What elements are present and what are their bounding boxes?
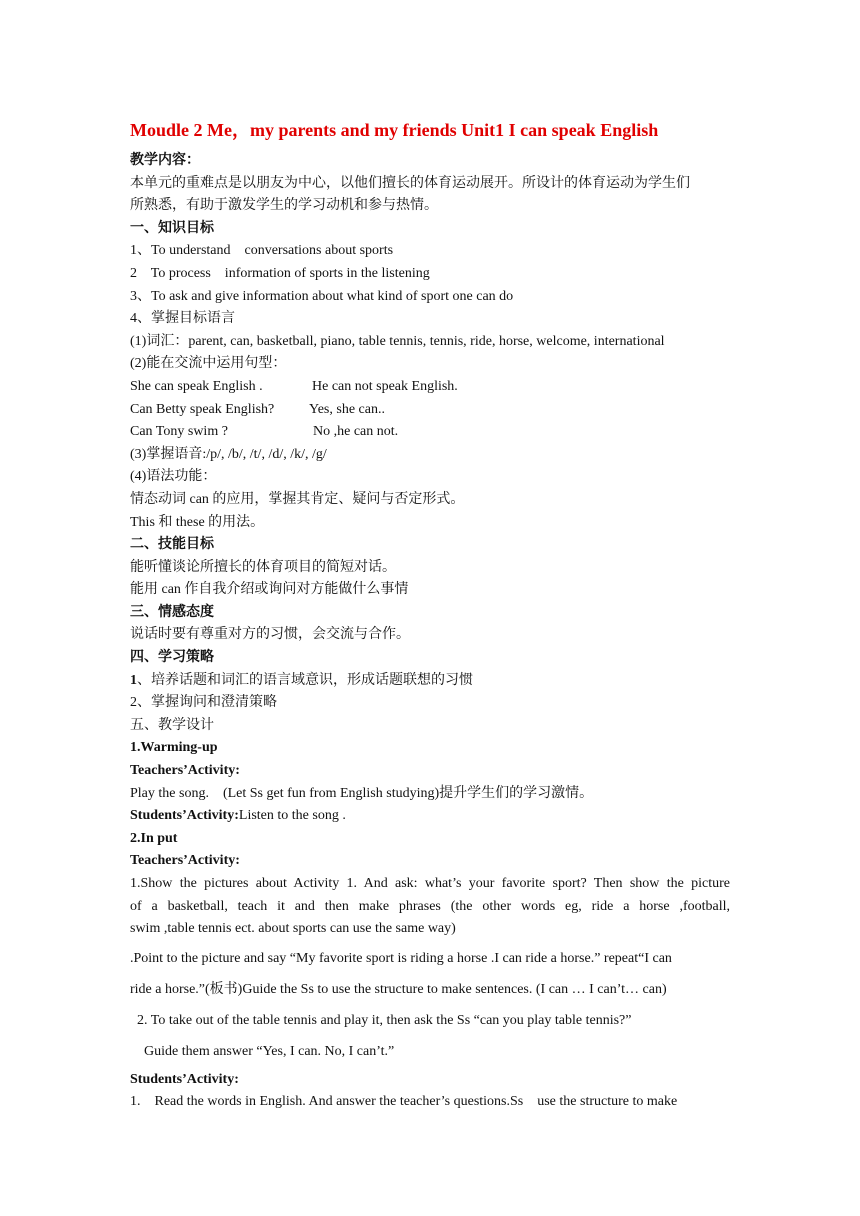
sentence-right: No ,he can not. xyxy=(313,424,399,440)
document-body xyxy=(130,150,730,1114)
paragraph-line: 本单元的重难点是以朋友为中心，以他们擅长的体育运动展开。所设计的体育运动为学生们 xyxy=(130,175,690,191)
paragraph-line: 2 To process information of sports in the listening xyxy=(130,265,430,281)
paragraph-line: 能用 can 作自我介绍或询问对方能做什么事情 xyxy=(130,582,409,598)
section-heading: 三、情感态度 xyxy=(130,604,214,620)
document-title: Moudle 2 Me，my parents and my friends Unit1 I can speak English xyxy=(130,120,659,140)
activity-label: Teachers’Activity: xyxy=(130,763,240,779)
paragraph-line: 2. To take out of the table tennis and play it, then ask the Ss “can you play table tennis?” xyxy=(130,1012,632,1028)
paragraph-line: Guide them answer “Yes, I can. No, I can’t.” xyxy=(130,1043,395,1059)
paragraph-line: (3)掌握语音:/p/, /b/, /t/, /d/, /k/, /g/ xyxy=(130,446,327,462)
paragraph-line: Play the song. (Let Ss get fun from English studying)提升学生们的学习激情。 xyxy=(130,785,594,801)
paragraph-line: 1.Show the pictures about Activity 1. And ask: what’s your favorite sport? Then show the picture xyxy=(130,876,730,891)
activity-label: Students’Activity: xyxy=(130,1071,239,1087)
paragraph-line: of a basketball, teach it and then make phrases (the other words eg, ride a horse ,football, xyxy=(130,898,730,914)
activity-label: Students’Activity: xyxy=(130,808,239,824)
paragraph-line: (4)语法功能： xyxy=(130,469,217,485)
paragraph-line: ride a horse.”(板书)Guide the Ss to use the structure to make sentences. (I can … I can’t… can) xyxy=(130,981,667,997)
paragraph-line xyxy=(130,670,730,693)
paragraph-line: 4、掌握目标语言 xyxy=(130,311,235,327)
paragraph-line: 2、掌握询问和澄清策略 xyxy=(130,695,277,711)
subsection-heading: 1.Warming-up xyxy=(130,740,218,756)
paragraph-line: 情态动词 can 的应用，掌握其肯定、疑问与否定形式。 xyxy=(130,491,465,507)
section-heading: 四、学习策略 xyxy=(130,650,214,666)
list-text: 、培养话题和词汇的语言域意识，形成话题联想的习惯 xyxy=(137,672,473,688)
sentence-left: She can speak English . xyxy=(130,378,263,394)
paragraph-line: 1. Read the words in English. And answer the teacher’s questions.Ss use the structure to make xyxy=(130,1094,678,1110)
paragraph-line: 说话时要有尊重对方的习惯，会交流与合作。 xyxy=(130,627,410,643)
sentence-pair xyxy=(130,399,730,422)
section-heading: 二、技能目标 xyxy=(130,537,214,553)
paragraph-line: swim ,table tennis ect. about sports can use the same way) xyxy=(130,921,456,937)
paragraph-line: .Point to the picture and say “My favorite sport is riding a horse .I can ride a horse.” repeat“I can xyxy=(130,950,672,966)
paragraph-line: 1、To understand conversations about sports xyxy=(130,243,394,259)
paragraph-line: 能听懂谈论所擅长的体育项目的简短对话。 xyxy=(130,559,396,575)
sentence-right: Yes, she can.. xyxy=(309,401,385,417)
paragraph-line xyxy=(130,805,730,828)
subsection-heading: 2.In put xyxy=(130,830,178,846)
paragraph-line: (1)词汇：parent, can, basketball, piano, table tennis, tennis, ride, horse, welcome, international xyxy=(130,333,665,349)
activity-label: Teachers’Activity: xyxy=(130,853,240,869)
paragraph-line: (2)能在交流中运用句型： xyxy=(130,356,287,372)
section-heading: 教学内容： xyxy=(130,153,200,168)
sentence-pair xyxy=(130,376,730,399)
section-heading: 五、教学设计 xyxy=(130,717,214,733)
paragraph-line: 3、To ask and give information about what kind of sport one can do xyxy=(130,288,514,304)
paragraph-line: 所熟悉，有助于激发学生的学习动机和参与热情。 xyxy=(130,198,438,214)
section-heading: 一、知识目标 xyxy=(130,220,214,236)
sentence-pair xyxy=(130,421,730,444)
sentence-left: Can Betty speak English? xyxy=(130,401,275,417)
list-number: 1 xyxy=(130,672,137,688)
paragraph-line: This 和 these 的用法。 xyxy=(130,514,265,530)
activity-text: Listen to the song . xyxy=(238,808,346,824)
sentence-left: Can Tony swim ? xyxy=(130,424,228,440)
sentence-right: He can not speak English. xyxy=(312,378,458,394)
